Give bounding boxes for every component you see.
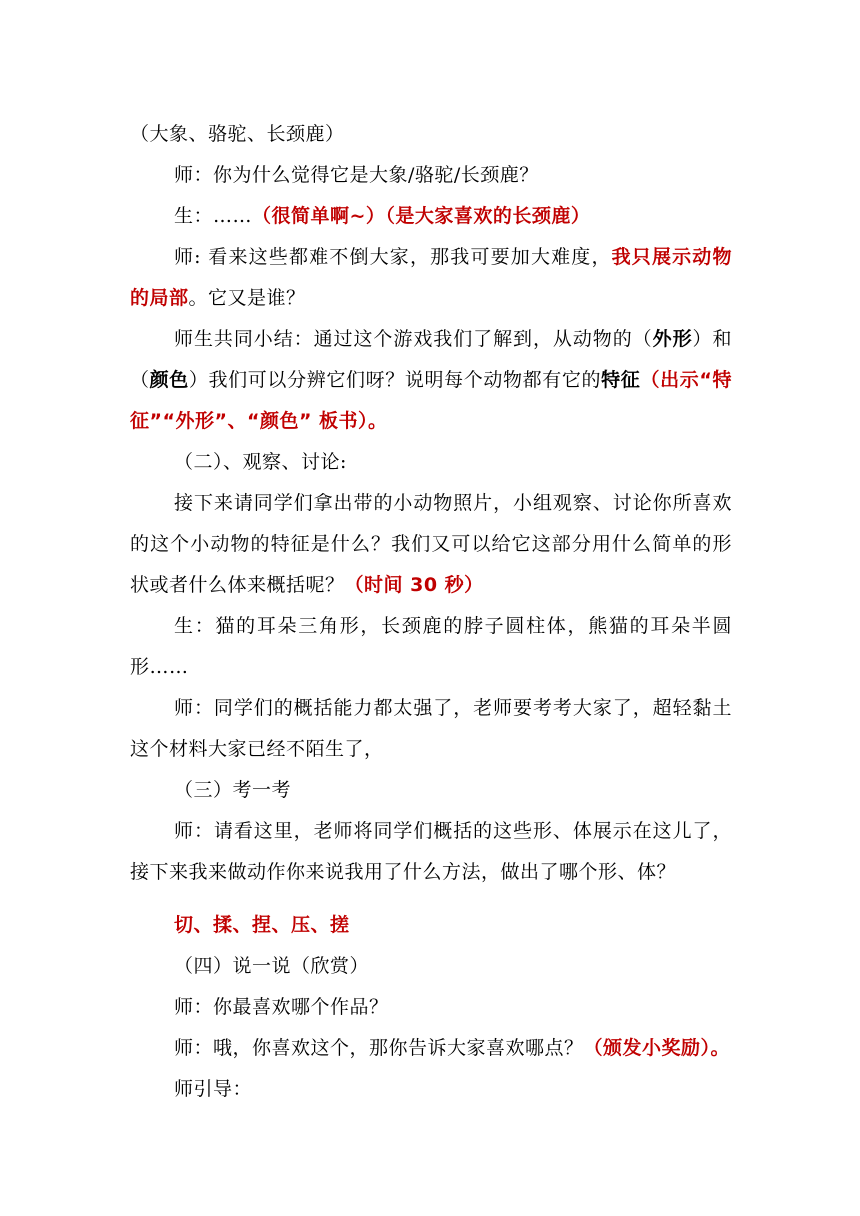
- section-heading-test: [130, 770, 732, 811]
- text-guide: 师引导：: [174, 1078, 253, 1100]
- text-techniques: 切、揉、捏、压、搓: [174, 914, 350, 936]
- text-animals: （大象、骆驼、长颈鹿）: [130, 123, 345, 145]
- section-heading-observe: [130, 442, 732, 483]
- text-demonstration: 师：请看这里，老师将同学们概括的这些形、体展示在这儿了，接下来我来做动作你来说我用了什么方法，做出了哪个形、体？: [130, 820, 732, 883]
- text-summary-3: ）我们可以分辨它们呀？说明每个动物都有它的: [188, 369, 602, 391]
- text-difficulty-1: 师: 看来这些都难不倒大家，那我可要加大难度，: [174, 246, 612, 268]
- paragraph-guide: [130, 1069, 732, 1110]
- paragraph-demonstration: [130, 811, 732, 893]
- text-section-observe: （二）、观察、讨论:: [174, 451, 347, 473]
- text-summary-shape: 外形: [652, 328, 693, 350]
- text-summary-2: ）和（: [130, 328, 732, 391]
- text-group-discussion: 接下来请同学们拿出带的小动物照片，小组观察、讨论你所喜欢的这个小动物的特征是什么？我们又可以给它这部分用什么简单的形状或者什么体来概括呢？: [130, 492, 732, 596]
- paragraph-favorite: [130, 987, 732, 1028]
- paragraph-summary: [130, 319, 732, 442]
- text-time-limit: （时间 30 秒）: [344, 574, 484, 596]
- text-difficulty-emphasis: 我只展示动物的局部: [130, 246, 732, 309]
- paragraph-student-answer: [130, 196, 732, 237]
- text-section-test: （三）考一考: [174, 779, 292, 801]
- paragraph-reward: [130, 1028, 732, 1069]
- text-section-appreciate: （四）说一说（欣赏）: [174, 955, 370, 977]
- text-student-answer: 生：……: [174, 205, 253, 227]
- text-summary-feature: 特征: [601, 369, 641, 391]
- text-summary-1: 师生共同小结：通过这个游戏我们了解到，从动物的（: [174, 328, 653, 350]
- section-heading-appreciate: [130, 946, 732, 987]
- text-summary-board: （出示“特征”“外形”、“颜色” 板书）。: [130, 369, 732, 432]
- text-clay: 师：同学们的概括能力都太强了，老师要考考大家了，超轻黏土这个材料大家已经不陌生了，: [130, 697, 732, 760]
- paragraph-group-discussion: [130, 483, 732, 606]
- paragraph-teacher-question: [130, 155, 732, 196]
- text-student-shapes: 生：猫的耳朵三角形，长颈鹿的脖子圆柱体，熊猫的耳朵半圆形……: [130, 615, 732, 678]
- paragraph-animals: [130, 114, 732, 155]
- text-student-answer-emphasis: （很简单啊~）（是大家喜欢的长颈鹿）: [252, 205, 591, 227]
- document-body: [130, 114, 732, 1110]
- text-difficulty-2: 。它又是谁？: [188, 287, 306, 309]
- text-reward: 师：哦，你喜欢这个，那你告诉大家喜欢哪点？: [174, 1037, 584, 1059]
- text-summary-color: 颜色: [149, 369, 189, 391]
- paragraph-techniques: [130, 905, 732, 946]
- paragraph-increase-difficulty: [130, 237, 732, 319]
- text-teacher-question: 师：你为什么觉得它是大象/骆驼/长颈鹿？: [174, 164, 539, 186]
- text-reward-emphasis: （颁发小奖励）。: [583, 1037, 731, 1059]
- paragraph-student-shapes: [130, 606, 732, 688]
- paragraph-clay: [130, 688, 732, 770]
- text-favorite: 师：你最喜欢哪个作品？: [174, 996, 389, 1018]
